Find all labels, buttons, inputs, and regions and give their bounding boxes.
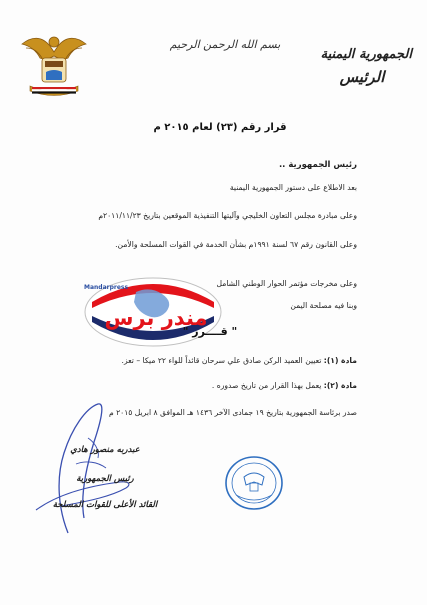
watermark-brand-name: مندر برس: [104, 306, 208, 330]
signatory-command: القائد الأعلى للقوات المسلحة: [52, 500, 158, 510]
basmala-calligraphy: بسم الله الرحمن الرحيم: [169, 38, 281, 51]
issued-line: صدر برئاسة الجمهورية بتاريخ ١٩ جمادى الآخر ١٤٣٦ هـ الموافق ٨ ابريل ٢٠١٥ م: [108, 408, 357, 417]
republic-of-yemen-heading: الجمهورية اليمنية: [320, 47, 412, 62]
signatory-role: رئيس الجمهورية: [76, 474, 134, 484]
addressee: رئيس الجمهورية ..: [278, 160, 357, 170]
article-2: [212, 381, 357, 390]
yemen-eagle-emblem: [18, 30, 90, 100]
watermark-site-name: Mandarpress: [84, 284, 129, 291]
president-heading: الرئيس: [339, 68, 385, 86]
article-1: [122, 356, 357, 365]
article-1-label: مادة (١):: [323, 356, 357, 365]
decree-title: قرار رقم (٢٣) لعام ٢٠١٥ م: [153, 122, 287, 133]
preamble-line: وعلى القانون رقم ٦٧ لسنة ١٩٩١م بشأن الخدمة في القوات المسلحة والأمن.: [115, 240, 357, 249]
decided-heading: " قــــرر ": [182, 325, 238, 338]
article-2-text: يعمل بهذا القرار من تاريخ صدوره .: [211, 381, 322, 390]
preamble-line: بعد الاطلاع على دستور الجمهورية اليمنية: [229, 183, 357, 192]
article-1-text: تعيين العميد الركن صادق علي سرحان قائداً للواء ٢٢ ميكا – تعز.: [121, 356, 322, 365]
presidential-seal-stamp: [224, 455, 284, 511]
signatory-name: عبدربه منصور هادي: [70, 445, 140, 455]
preamble-line: وعلى مخرجات مؤتمر الحوار الوطني الشامل: [216, 279, 357, 288]
preamble-line: وعلى مبادرة مجلس التعاون الخليجي وآليتها التنفيذية الموقعين بتاريخ ٢٠١١/١١/٢٣م: [98, 211, 357, 220]
preamble-line: وبنا فيه مصلحة اليمن: [290, 301, 357, 310]
handwritten-signature: [28, 398, 138, 538]
article-2-label: مادة (٢):: [323, 381, 357, 390]
